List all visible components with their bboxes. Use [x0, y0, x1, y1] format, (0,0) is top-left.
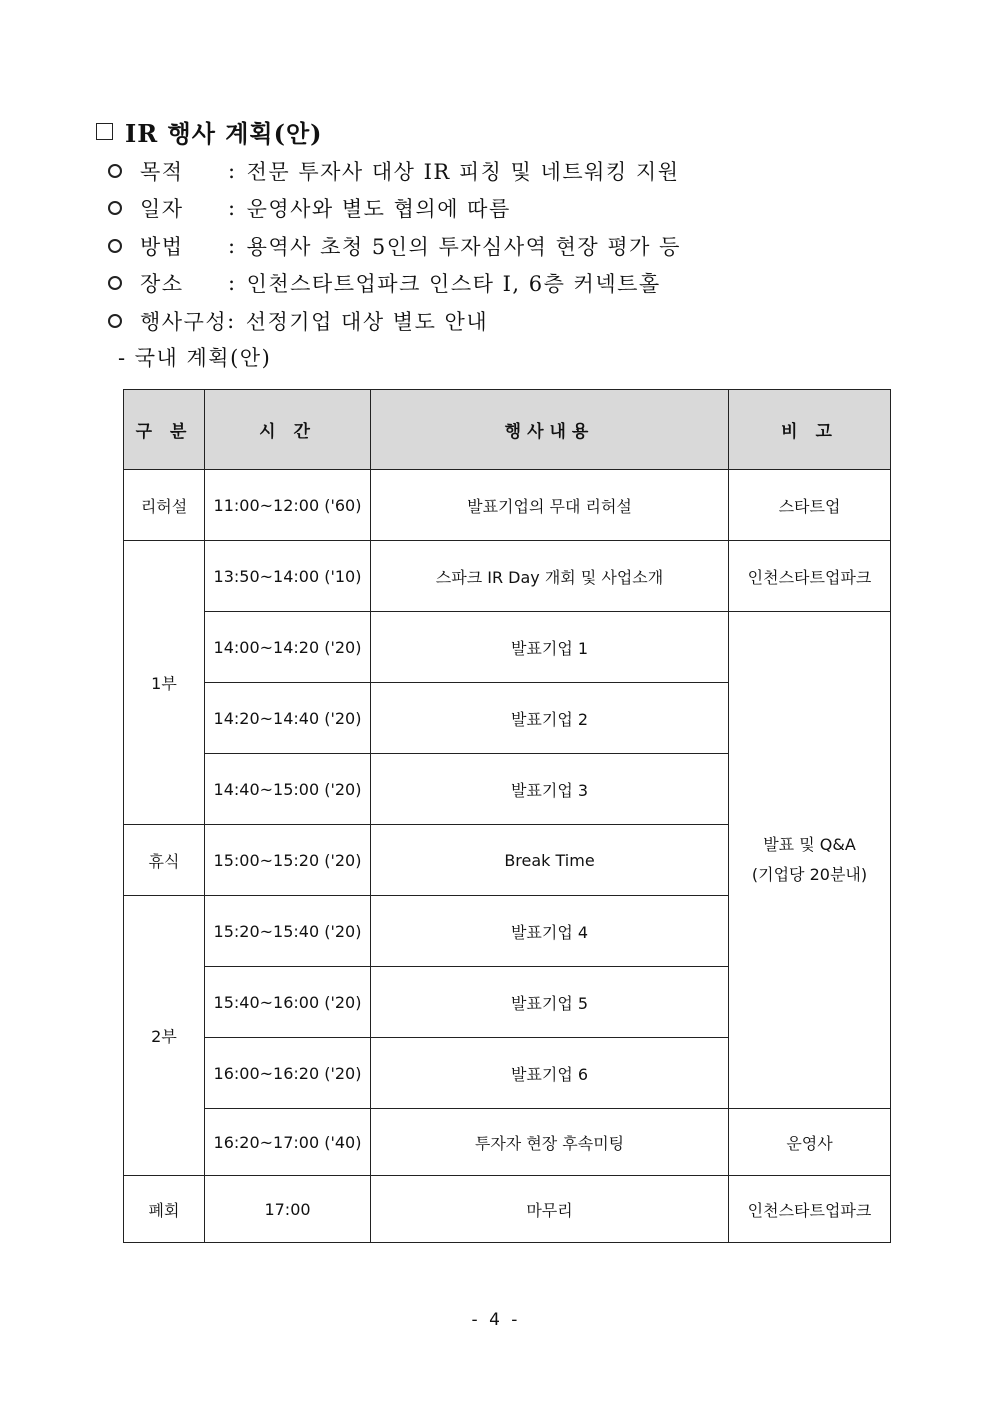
merged-note-line2: (기업당 20분내): [751, 865, 868, 884]
group-rehearsal: 리허설: [124, 470, 205, 541]
time-cell: 11:00~12:00 ('60): [205, 470, 371, 541]
table-header-row: [124, 390, 891, 470]
header-content: 행사내용: [371, 390, 729, 470]
group-part1: 1부: [124, 541, 205, 825]
circle-bullet-icon: [108, 239, 122, 253]
bullet-value: 전문 투자사 대상 IR 피칭 및 네트워킹 지원: [246, 159, 680, 184]
page-number: - 4 -: [471, 1310, 521, 1330]
content-cell: 발표기업 5: [371, 967, 729, 1038]
group-break: 휴식: [124, 825, 205, 896]
bullet-list: [108, 152, 681, 340]
note-cell: 인천스타트업파크: [729, 541, 891, 612]
bullet-date: 일자 : 운영사와 별도 협의에 따름: [108, 190, 681, 228]
domestic-plan-heading: - 국내 계획(안): [118, 345, 272, 370]
merged-note-line1: 발표 및 Q&A: [763, 835, 856, 854]
header-time: 시 간: [205, 390, 371, 470]
time-cell: 14:40~15:00 ('20): [205, 754, 371, 825]
bullet-value: 용역사 초청 5인의 투자심사역 현장 평가 등: [246, 234, 681, 259]
time-cell: 17:00: [205, 1176, 371, 1243]
content-cell: 마무리: [371, 1176, 729, 1243]
bullet-label: 일자: [140, 197, 184, 222]
circle-bullet-icon: [108, 314, 122, 328]
group-part2: 2부: [124, 896, 205, 1176]
note-cell: 스타트업: [729, 470, 891, 541]
content-cell: 발표기업 4: [371, 896, 729, 967]
group-close: 폐회: [124, 1176, 205, 1243]
time-cell: 15:20~15:40 ('20): [205, 896, 371, 967]
note-cell: 인천스타트업파크: [729, 1176, 891, 1243]
content-cell: 발표기업의 무대 리허설: [371, 470, 729, 541]
table-row: [124, 470, 891, 541]
content-cell: 발표기업 3: [371, 754, 729, 825]
bullet-value: 운영사와 별도 협의에 따름: [246, 197, 511, 222]
time-cell: 14:00~14:20 ('20): [205, 612, 371, 683]
bullet-label: 행사구성: [140, 309, 228, 334]
bullet-label: 장소: [140, 272, 184, 297]
schedule-table: [123, 389, 891, 1243]
table-row: [124, 1109, 891, 1176]
bullet-value: 선정기업 대상 별도 안내: [245, 309, 489, 334]
circle-bullet-icon: [108, 201, 122, 215]
checkbox-icon: [96, 123, 113, 140]
bullet-label: 방법: [140, 234, 184, 259]
bullet-location: 장소 : 인천스타트업파크 인스타 I, 6층 커넥트홀: [108, 265, 681, 303]
bullet-purpose: 목적 : 전문 투자사 대상 IR 피칭 및 네트워킹 지원: [108, 152, 681, 190]
content-cell: Break Time: [371, 825, 729, 896]
bullet-value: 인천스타트업파크 인스타 I, 6층 커넥트홀: [246, 272, 661, 297]
merged-note-cell: [729, 612, 891, 1109]
circle-bullet-icon: [108, 164, 122, 178]
circle-bullet-icon: [108, 276, 122, 290]
header-note: 비 고: [729, 390, 891, 470]
content-cell: 투자자 현장 후속미팅: [371, 1109, 729, 1176]
bullet-label: 목적: [140, 159, 184, 184]
time-cell: 16:20~17:00 ('40): [205, 1109, 371, 1176]
time-cell: 15:00~15:20 ('20): [205, 825, 371, 896]
section-title: [96, 114, 323, 149]
content-cell: 발표기업 6: [371, 1038, 729, 1109]
time-cell: 13:50~14:00 ('10): [205, 541, 371, 612]
table-row: [124, 1176, 891, 1243]
section-title-text: IR 행사 계획(안): [125, 119, 323, 148]
content-cell: 스파크 IR Day 개회 및 사업소개: [371, 541, 729, 612]
bullet-composition: 행사구성 : 선정기업 대상 별도 안내: [108, 302, 681, 340]
bullet-method: 방법 : 용역사 초청 5인의 투자심사역 현장 평가 등: [108, 227, 681, 265]
time-cell: 14:20~14:40 ('20): [205, 683, 371, 754]
time-cell: 16:00~16:20 ('20): [205, 1038, 371, 1109]
content-cell: 발표기업 2: [371, 683, 729, 754]
note-cell: 운영사: [729, 1109, 891, 1176]
time-cell: 15:40~16:00 ('20): [205, 967, 371, 1038]
header-category: 구 분: [124, 390, 205, 470]
table-row: [124, 612, 891, 683]
table-row: [124, 541, 891, 612]
content-cell: 발표기업 1: [371, 612, 729, 683]
